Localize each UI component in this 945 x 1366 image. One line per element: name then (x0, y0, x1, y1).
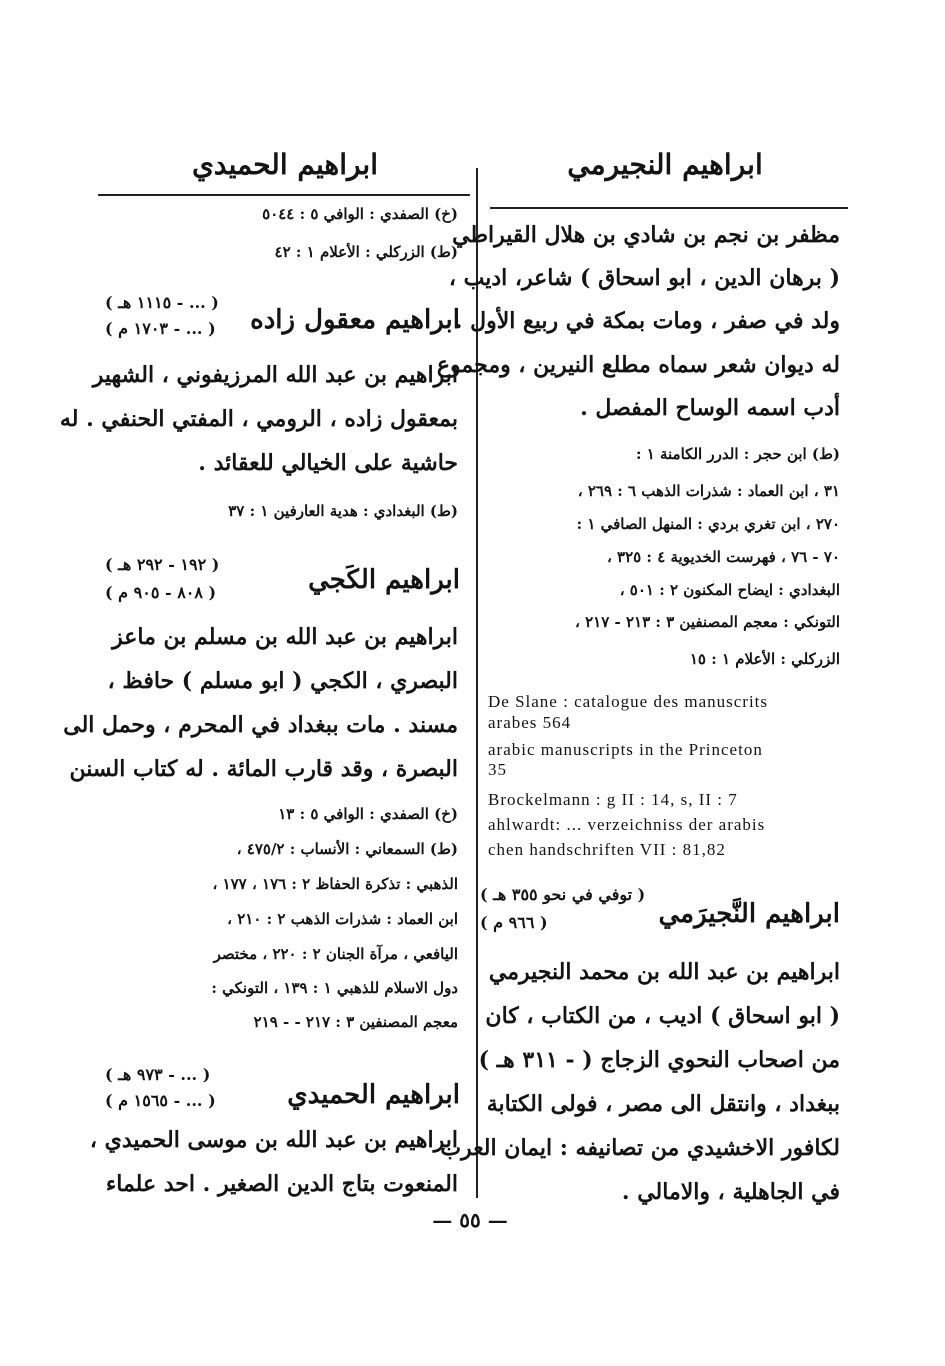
right-ref-line: البغدادي : ايضاح المكنون ٢ : ٥٠١ ، (619, 581, 840, 599)
entry-date-hijri: ( توفي في نحو ٣٥٥ هـ ) (480, 885, 646, 904)
left-ref-line: (ط) الزركلي : الأعلام ١ : ٤٢ (274, 243, 458, 261)
left-ref-line: (خ) الصفدي : الوافي ٥ : ١٣ (278, 805, 458, 823)
left-ref-line: (ط) السمعاني : الأنساب : ٤٧٥/٢ ، (236, 840, 458, 858)
entry-date-ad: ( ٩٦٦ م ) (480, 913, 548, 932)
left-text-line: المنعوت بتاج الدين الصغير . احد علماء (105, 1171, 458, 1197)
latin-ref-line: De Slane : catalogue des manuscrits (488, 692, 769, 711)
left-ref-line: دول الاسلام للذهبي ١ : ١٣٩ ، التونكي : (211, 979, 458, 997)
left-ref-line: ابن العماد : شذرات الذهب ٢ : ٢١٠ ، (227, 910, 458, 928)
right-text-line: أدب اسمه الوساح المفصل . (580, 395, 840, 421)
latin-ref-line: chen handschriften VII : 81,82 (488, 840, 726, 859)
left-ref-line: معجم المصنفين ٣ : ٢١٧ - - ٢١٩ (253, 1013, 458, 1031)
right-ref-line: (ط) ابن حجر : الدرر الكامنة ١ : (635, 445, 840, 463)
left-text-line: البصرة ، وقد قارب المائة . له كتاب السنن (69, 756, 458, 782)
entry-date-hijri: ( ... - ١١١٥ هـ ) (105, 293, 219, 312)
left-text-line: البصري ، الكجي ( ابو مسلم ) حافظ ، (107, 668, 458, 694)
right-text-line: ( ابو اسحاق ) اديب ، من الكتاب ، كان (485, 1003, 840, 1029)
right-text-line: من اصحاب النحوي الزجاج ( - ٣١١ هـ ) (478, 1047, 840, 1073)
left-running-header: ابراهيم الحميدي (191, 148, 379, 181)
entry-title: ابراهيم النَّجيرَمي (658, 899, 840, 929)
latin-ref-line: ahlwardt: ... verzeichniss der arabis (488, 815, 766, 834)
right-running-header: ابراهيم النجيرمي (567, 148, 763, 181)
latin-ref-line: arabic manuscripts in the Princeton (488, 740, 763, 759)
page-number: — ٥٥ — (432, 1208, 508, 1232)
right-ref-line: ٣١ ، ابن العماد : شذرات الذهب ٦ : ٢٦٩ ، (577, 482, 840, 500)
left-text-line: ابراهيم بن عبد الله بن مسلم بن ماعز (112, 624, 458, 650)
entry-date-ad: ( ... - ١٥٦٥ م ) (105, 1091, 216, 1110)
left-ref-line: (ط) البغدادي : هدية العارفين ١ : ٣٧ (228, 502, 458, 520)
right-ref-line: الزركلي : الأعلام ١ : ١٥ (689, 650, 840, 668)
right-text-line: ابراهيم بن عبد الله بن محمد النجيرمي (488, 959, 840, 985)
left-text-line: ابراهيم بن عبد الله بن موسى الحميدي ، (89, 1127, 458, 1153)
latin-ref-line: Brockelmann : g II : 14, s, II : 7 (488, 790, 738, 809)
right-ref-line: ٢٧٠ ، ابن تغري بردي : المنهل الصافي ١ : (576, 515, 840, 533)
right-text-line: له ديوان شعر سماه مطلع النيرين ، ومجموع (436, 352, 840, 378)
entry-date-hijri: ( ... - ٩٧٣ هـ ) (105, 1065, 211, 1084)
left-ref-line: (خ) الصفدي : الوافي ٥ : ٥٠٤٤ (262, 205, 458, 223)
entry-date-ad: ( ... - ١٧٠٣ م ) (105, 319, 216, 338)
entry-date-ad: ( ٨٠٨ - ٩٠٥ م ) (105, 583, 217, 602)
latin-ref-line: 35 (488, 760, 507, 779)
left-ref-line: اليافعي ، مرآة الجنان ٢ : ٢٢٠ ، مختصر (213, 945, 458, 963)
left-text-line: حاشية على الخيالي للعقائد . (198, 450, 458, 476)
right-text-line: ببغداد ، وانتقل الى مصر ، فولى الكتابة (486, 1091, 840, 1117)
right-text-line: ولد في صفر ، ومات بمكة في ربيع الأول . (454, 308, 840, 334)
entry-title: ابراهيم معقول زاده (250, 305, 460, 335)
entry-title: ابراهيم الحميدي (287, 1080, 460, 1110)
left-text-line: ابراهيم بن عبد الله المرزيفوني ، الشهير (92, 362, 458, 388)
right-text-line: مظفر بن نجم بن شادي بن هلال القيراطي (452, 222, 840, 248)
latin-ref-line: arabes 564 (488, 713, 572, 732)
right-text-line: لكافور الاخشيدي من تصانيفه : ايمان العرب (440, 1135, 840, 1161)
left-text-line: مسند . مات ببغداد في المحرم ، وحمل الى (63, 712, 458, 738)
right-text-line: ( برهان الدين ، ابو اسحاق ) شاعر، اديب ، (448, 265, 840, 291)
header-rule-left (98, 194, 470, 196)
header-rule-right (490, 207, 848, 209)
entry-title: ابراهيم الكَجي (308, 565, 460, 595)
right-ref-line: التونكي : معجم المصنفين ٣ : ٢١٣ - ٢١٧ ، (575, 613, 840, 631)
right-ref-line: ٧٠ - ٧٦ ، فهرست الخديوية ٤ : ٣٢٥ ، (606, 548, 840, 566)
left-text-line: بمعقول زاده ، الرومي ، المفتي الحنفي . له (59, 406, 458, 432)
right-text-line: في الجاهلية ، والامالي . (621, 1179, 840, 1205)
left-ref-line: الذهبي : تذكرة الحفاظ ٢ : ١٧٦ ، ١٧٧ ، (212, 875, 458, 893)
entry-date-hijri: ( ١٩٢ - ٢٩٢ هـ ) (105, 555, 220, 574)
